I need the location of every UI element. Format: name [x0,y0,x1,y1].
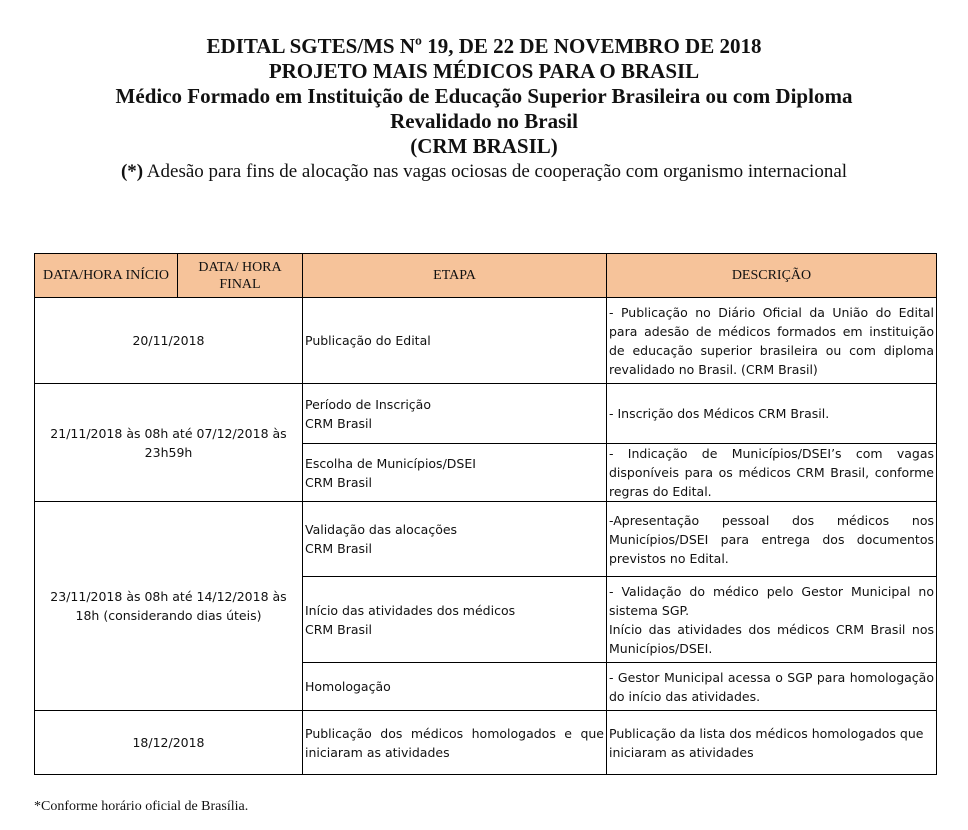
stage-group: CRM Brasil [305,541,373,556]
document-header [0,34,968,184]
stage-cell [303,577,607,663]
stage-cell [303,444,607,502]
program-title: PROJETO MAIS MÉDICOS PARA O BRASIL [268,59,700,83]
date-cell: 21/11/2018 às 08h até 07/12/2018 às 23h59h [35,384,303,502]
crm-brasil-title: (CRM BRASIL) [410,134,558,158]
description-cell: - Gestor Municipal acessa o SGP para homologação do início das atividades. [607,663,937,711]
header-description: DESCRIÇÃO [607,254,937,298]
stage-cell [303,384,607,444]
header-start-date: DATA/HORA INÍCIO [35,254,178,298]
header-stage: ETAPA [303,254,607,298]
table-row [35,502,937,577]
footnote: *Conforme horário oficial de Brasília. [34,799,249,814]
stage-name: Escolha de Municípios/DSEI [305,455,476,471]
description-cell: - Indicação de Municípios/DSEI’s com vagas disponíveis para os médicos CRM Brasil, conforme regras do Edital. [607,444,937,502]
description-line: - Validação do médico pelo Gestor Municipal no sistema SGP. [609,583,934,618]
stage-name: Período de Inscrição [305,396,431,412]
stage-name: Validação das alocações [305,522,458,537]
description-cell [607,577,937,663]
description-cell: - Inscrição dos Médicos CRM Brasil. [607,384,937,444]
header-end-date: DATA/ HORA FINAL [178,254,303,298]
stage-name: Homologação [305,679,391,694]
date-cell: 18/12/2018 [35,711,303,775]
note-marker: (*) [120,161,144,182]
stage-group: CRM Brasil [305,474,373,490]
stage-group: CRM Brasil [305,415,373,431]
description-cell: -Apresentação pessoal dos médicos nos Municípios/DSEI para entrega dos documentos previstos no Edital. [607,502,937,577]
date-cell: 23/11/2018 às 08h até 14/12/2018 às 18h (considerando dias úteis) [35,502,303,711]
table-row [35,298,937,384]
stage-group: CRM Brasil [305,621,373,637]
stage-name: Início das atividades dos médicos [305,602,516,618]
table-header-row [35,254,937,298]
edital-title: EDITAL SGTES/MS Nº 19, DE 22 DE NOVEMBRO DE 2018 [206,34,762,58]
schedule-table [34,253,937,775]
stage-cell [303,663,607,711]
table-row [35,711,937,775]
note-text: Adesão para fins de alocação nas vagas ociosas de cooperação com organismo internacional [143,161,848,182]
subtitle-line1: Médico Formado em Instituição de Educação Superior Brasileira ou com Diploma [115,84,853,108]
date-cell: 20/11/2018 [35,298,303,384]
stage-cell [303,502,607,577]
stage-cell: Publicação dos médicos homologados e que iniciaram as atividades [303,711,607,775]
stage-name: Publicação do Edital [305,333,431,348]
description-cell: - Publicação no Diário Oficial da União do Edital para adesão de médicos formados em instituição de educação superior brasileira ou com diploma revalidado no Brasil. (CRM Brasil) [607,298,937,384]
table-row [35,384,937,444]
adhesion-note [0,160,968,184]
description-cell: Publicação da lista dos médicos homologados que iniciaram as atividades [607,711,937,775]
stage-cell [303,298,607,384]
subtitle-line2: Revalidado no Brasil [390,109,578,133]
description-line: Início das atividades dos médicos CRM Brasil nos Municípios/DSEI. [609,621,934,656]
